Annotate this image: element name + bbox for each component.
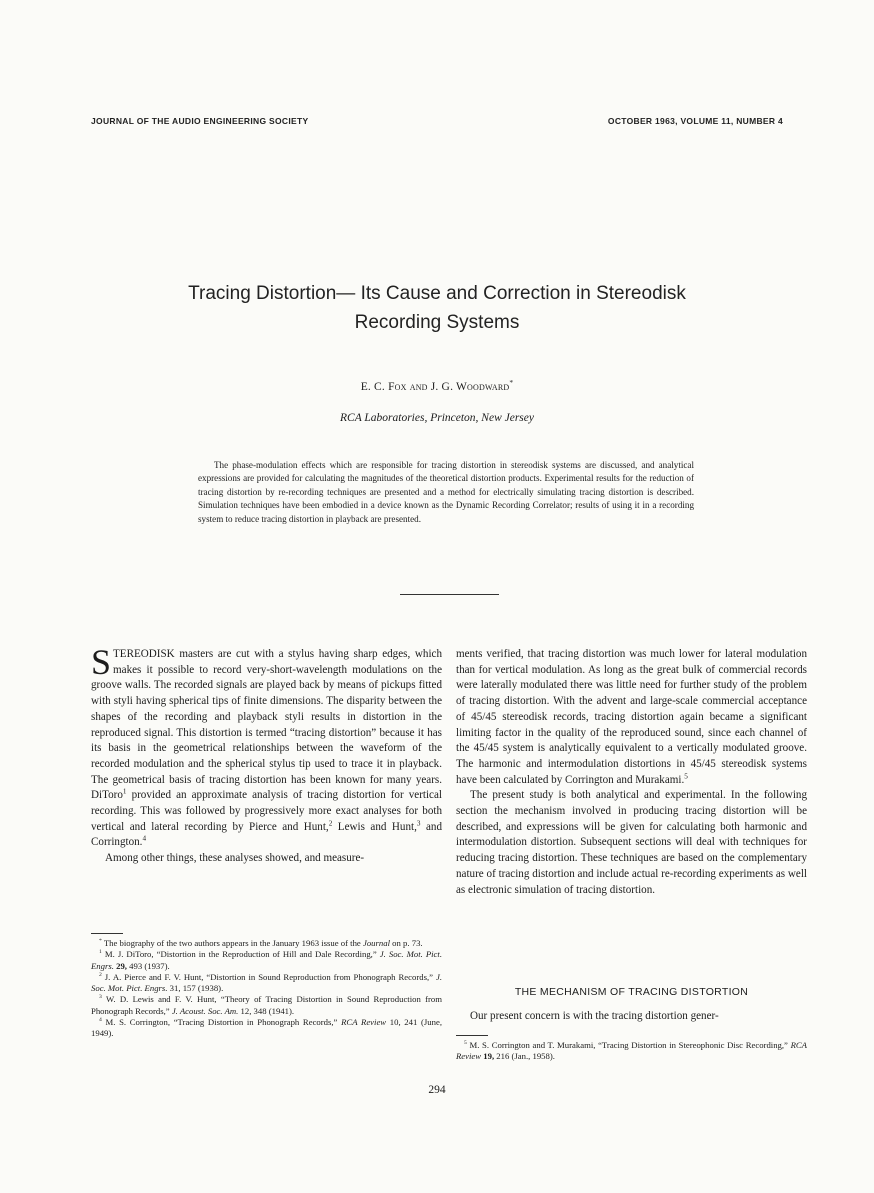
- author-fox: E. C. Fox: [360, 381, 407, 393]
- page-number: 294: [428, 1084, 446, 1096]
- body-paragraph: Among other things, these analyses showed, and measure-: [105, 852, 365, 865]
- footnote: $^5$ M. S. Corrington and T. Murakami, “Tracing Distortion in Stereophonic Disc Recording,” RCA Review 19, 216 (Jan., 1958).: [456, 1040, 807, 1062]
- footnotes-right: [456, 1040, 807, 1063]
- authors: [0, 378, 874, 393]
- footnote: $^3$ W. D. Lewis and F. V. Hunt, “Theory of Tracing Distortion in Sound Reproduction from Phonograph Records,” J. Acoust. Soc. Am. 12, 348 (1941).: [91, 994, 442, 1016]
- abstract: The phase-modulation effects which are responsible for tracing distortion in stereodisk systems are discussed, and analytical expressions are provided for calculating the magnitudes of the theoretical distortion products. Experimental results for the reduction of tracing distortion by re-recording techniques are presented and a method for electrically simulating tracing distortion is described. Simulation techniques have been embodied in a device known as the Dynamic Recording Correlator; results of using it in a recording system to reduce tracing distortion in playback are presented.: [198, 460, 694, 524]
- section-heading: THE MECHANISM OF TRACING DISTORTION: [514, 986, 749, 998]
- issue-info: OCTOBER 1963, VOLUME 11, NUMBER 4: [607, 116, 783, 126]
- author-woodward: J. G. Woodward: [430, 381, 510, 393]
- body-column-left: [91, 642, 442, 867]
- article-title-line-2: Recording Systems: [354, 312, 520, 333]
- title-divider: [400, 594, 499, 595]
- author-footnote-mark: *: [509, 378, 514, 388]
- affiliation: RCA Laboratories, Princeton, New Jersey: [340, 412, 534, 424]
- intro-paragraph: STEREODISK masters are cut with a stylus having sharp edges, which makes it possible to record very-short-wavelength modulations on the groove walls. The recorded signals are played back by means of pickups fitted with styli having spherical tips of finite dimensions. The disparity between the shapes of the recording and playback styli results in distortion in the reproduced signal. This distortion is termed “tracing distortion” because it has its basis in the geometrical relationships between the waveform of the recorded modulation and the spherical stylus tip used to trace it in playback. The geometrical basis of tracing distortion has been known for many years. DiToro$^1$ provided an approximate analysis of tracing distortion for vertical recording. This was followed by progressively more exact analyses for both vertical and lateral recording by Pierce and Hunt,$^2$ Lewis and Hunt,$^3$ and Corrington.$^4$: [91, 642, 442, 849]
- footnote: * The biography of the two authors appears in the January 1963 issue of the Journal on p. 73.: [99, 938, 423, 948]
- article-title-line-1: Tracing Distortion— Its Cause and Correction in Stereodisk: [188, 283, 686, 304]
- journal-name: JOURNAL OF THE AUDIO ENGINEERING SOCIETY: [91, 116, 309, 126]
- author-conjunction: and: [409, 381, 428, 393]
- section-body: [456, 1009, 807, 1025]
- body-paragraph: The present study is both analytical and experimental. In the following section the mechanism involved in producing tracing distortion will be described, and expressions will be given for calculating both harmonic and intermodulation distortion. Subsequent sections will deal with techniques for reducing tracing distortion. These techniques are based on the complementary nature of tracing distortion and include actual re-recording experiments as well as electronic simulation of tracing distortion.: [456, 789, 807, 896]
- footnote-divider-left: [91, 933, 123, 934]
- footnote: $^1$ M. J. DiToro, “Distortion in the Reproduction of Hill and Dale Recording,” J. Soc. Mot. Pict. Engrs. 29, 493 (1937).: [91, 949, 442, 971]
- footnote: $^2$ J. A. Pierce and F. V. Hunt, “Distortion in Sound Reproduction from Phonograph Records,” J. Soc. Mot. Pict. Engrs. 31, 157 (1938).: [91, 971, 442, 994]
- footnote-divider-right: [456, 1035, 488, 1036]
- footnote: $^4$ M. S. Corrington, “Tracing Distortion in Phonograph Records,” RCA Review 10, 241 (June, 1949).: [91, 1017, 442, 1039]
- body-column-right: [456, 647, 807, 898]
- body-paragraph: ments verified, that tracing distortion was much lower for lateral modulation than for vertical modulation. As long as the great bulk of commercial records were laterally modulated there was little need for further study of the problem of tracing distortion. With the advent and large-scale commercial acceptance of 45/45 stereodisk records, tracing distortion again became a significant limiting factor in the quality of the reproduced sound, since each channel of the 45/45 system is analytically equivalent to a vertically modulated groove. The harmonic and intermodulation distortions in 45/45 stereodisk systems have been calculated by Corrington and Murakami.$^5$: [456, 648, 807, 786]
- footnotes-left: [91, 938, 442, 1040]
- intro-lead-word: TEREODISK: [113, 648, 175, 660]
- body-paragraph: Our present concern is with the tracing distortion gener-: [470, 1010, 719, 1022]
- drop-cap: S: [91, 642, 112, 682]
